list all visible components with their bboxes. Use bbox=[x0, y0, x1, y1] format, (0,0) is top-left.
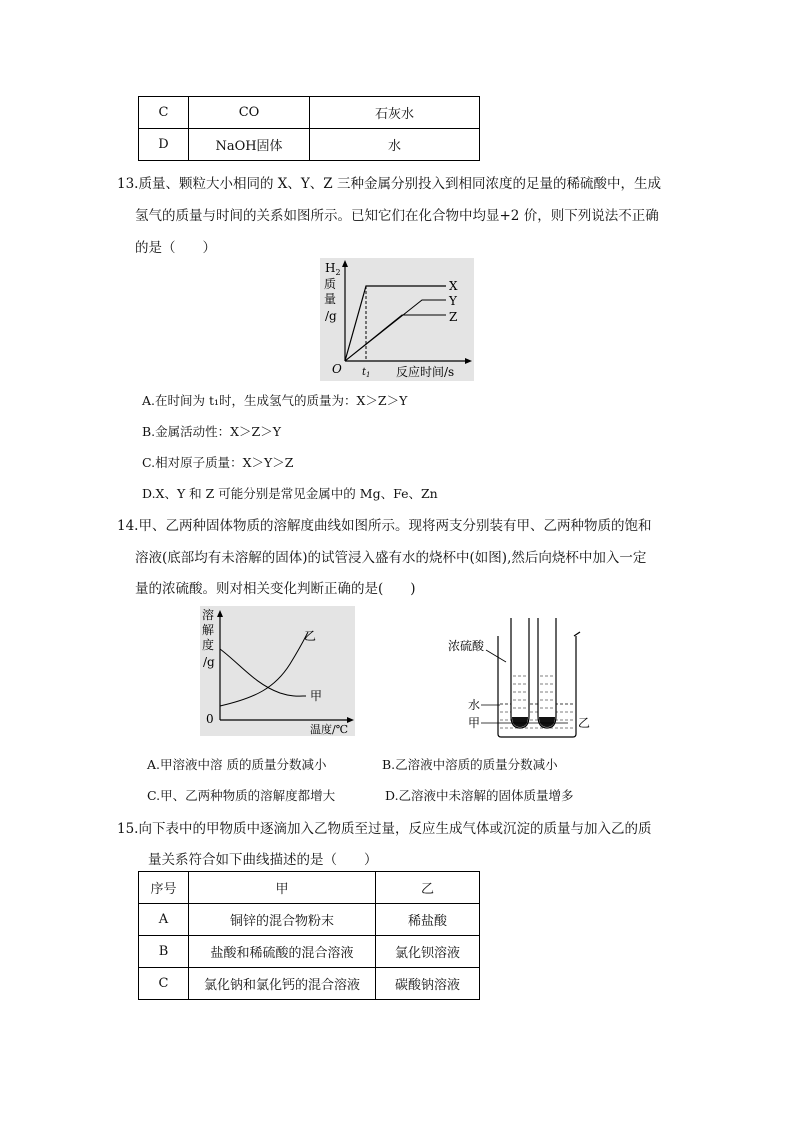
table-cell: A bbox=[139, 904, 189, 936]
curve-y bbox=[345, 300, 446, 361]
q13-stem-line2: 氢气的质量与时间的关系如图所示。已知它们在化合物中均显+2 价，则下列说法不正确 bbox=[135, 208, 659, 224]
table-row bbox=[139, 936, 480, 968]
q13-option-c: C.相对原子质量：X＞Y＞Z bbox=[142, 455, 294, 470]
y-axis-label-char: 量 bbox=[324, 292, 337, 306]
origin-label: O bbox=[332, 362, 342, 376]
table-cell: 石灰水 bbox=[310, 97, 480, 129]
table-cell: D bbox=[139, 129, 189, 161]
water-label: 水 bbox=[468, 698, 481, 712]
curve-x bbox=[345, 286, 446, 361]
q15-table bbox=[138, 871, 480, 1000]
q14-stem-line1: 14.甲、乙两种固体物质的溶解度曲线如图所示。现将两支分别装有甲、乙两种物质的饱和 bbox=[117, 518, 652, 534]
table-cell: 盐酸和稀硫酸的混合溶液 bbox=[189, 936, 376, 968]
q14-solubility-figure bbox=[200, 606, 355, 736]
curve-y-label: Y bbox=[449, 294, 457, 308]
x-axis-label: 温度/℃ bbox=[310, 723, 349, 736]
curve-x-label: X bbox=[449, 279, 458, 293]
table-cell: 氯化钠和氯化钙的混合溶液 bbox=[189, 968, 376, 1000]
y-axis-label-char: /g bbox=[203, 655, 215, 669]
test-tube-jia bbox=[511, 618, 529, 728]
curve-yi bbox=[220, 632, 308, 706]
q13-option-b: B.金属活动性：X＞Z＞Y bbox=[142, 424, 281, 439]
t1-label: $t_1$ bbox=[362, 367, 371, 379]
test-tube-yi bbox=[538, 618, 556, 728]
table-header-row bbox=[139, 872, 480, 904]
q14-stem-line3: 量的浓硫酸。则对相关变化判断正确的是( ) bbox=[135, 581, 416, 597]
beaker-diagram bbox=[448, 616, 598, 741]
table-cell: CO bbox=[189, 97, 310, 129]
top-table bbox=[138, 96, 480, 161]
q14-option-c: C.甲、乙两种物质的溶解度都增大 bbox=[147, 788, 336, 803]
table-row bbox=[139, 129, 480, 161]
q13-option-a: A.在时间为 t₁时，生成氢气的质量为：X＞Z＞Y bbox=[142, 393, 408, 408]
table-cell: B bbox=[139, 936, 189, 968]
q13-figure bbox=[320, 258, 474, 381]
q14-option-a: A.甲溶液中溶 质的质量分数减小 bbox=[147, 757, 327, 772]
table-row bbox=[139, 968, 480, 1000]
beaker bbox=[498, 636, 576, 737]
curve-z-label: Z bbox=[449, 310, 458, 324]
q13-graph bbox=[320, 258, 474, 381]
table-cell: 稀盐酸 bbox=[376, 904, 480, 936]
origin-label: 0 bbox=[206, 712, 214, 726]
q14-beaker-figure bbox=[448, 616, 598, 741]
table-cell: 碳酸钠溶液 bbox=[376, 968, 480, 1000]
table-cell: 铜锌的混合物粉末 bbox=[189, 904, 376, 936]
curve-jia bbox=[220, 649, 306, 696]
y-axis-label-char: /g bbox=[325, 309, 337, 323]
table-cell: 氯化钡溶液 bbox=[376, 936, 480, 968]
table-cell: C bbox=[139, 968, 189, 1000]
yi-label: 乙 bbox=[578, 716, 591, 730]
table-cell: 水 bbox=[310, 129, 480, 161]
header-cell: 甲 bbox=[189, 872, 376, 904]
q13-option-d: D.X、Y 和 Z 可能分别是常见金属中的 Mg、Fe、Zn bbox=[142, 486, 438, 501]
table-row bbox=[139, 904, 480, 936]
header-cell: 乙 bbox=[376, 872, 480, 904]
y-axis-label: $H_2$ bbox=[325, 261, 341, 277]
header-cell: 序号 bbox=[139, 872, 189, 904]
q14-option-b: B.乙溶液中溶质的质量分数减小 bbox=[382, 757, 558, 772]
y-axis-label-char: 质 bbox=[324, 277, 337, 291]
table-cell: NaOH固体 bbox=[189, 129, 310, 161]
table-row bbox=[139, 97, 480, 129]
x-axis-label: 反应时间/s bbox=[396, 365, 455, 379]
q14-option-d: D.乙溶液中未溶解的固体质量增多 bbox=[385, 788, 574, 803]
solubility-graph bbox=[200, 606, 355, 736]
table-cell: C bbox=[139, 97, 189, 129]
q15-stem-line2: 量关系符合如下曲线描述的是（ ） bbox=[148, 852, 378, 868]
curve-z bbox=[345, 315, 446, 361]
curve-jia-label: 甲 bbox=[310, 689, 323, 703]
q15-stem-line1: 15.向下表中的甲物质中逐滴加入乙物质至过量，反应生成气体或沉淀的质量与加入乙的质 bbox=[117, 821, 652, 837]
y-axis-label-char: 解 bbox=[202, 623, 215, 637]
q13-stem-line1: 13.质量、颗粒大小相同的 X、Y、Z 三种金属分别投入到相同浓度的足量的稀硫酸中，生成 bbox=[117, 176, 661, 192]
jia-label: 甲 bbox=[468, 716, 481, 730]
q14-stem-line2: 溶液(底部均有未溶解的固体)的试管浸入盛有水的烧杯中(如图),然后向烧杯中加入一定 bbox=[135, 550, 647, 566]
q13-stem-line3: 的是（ ） bbox=[135, 240, 216, 256]
y-axis-label-char: 度 bbox=[202, 638, 215, 652]
acid-label: 浓硫酸 bbox=[448, 639, 485, 653]
y-axis-label-char: 溶 bbox=[202, 608, 215, 622]
curve-yi-label: 乙 bbox=[304, 629, 317, 643]
